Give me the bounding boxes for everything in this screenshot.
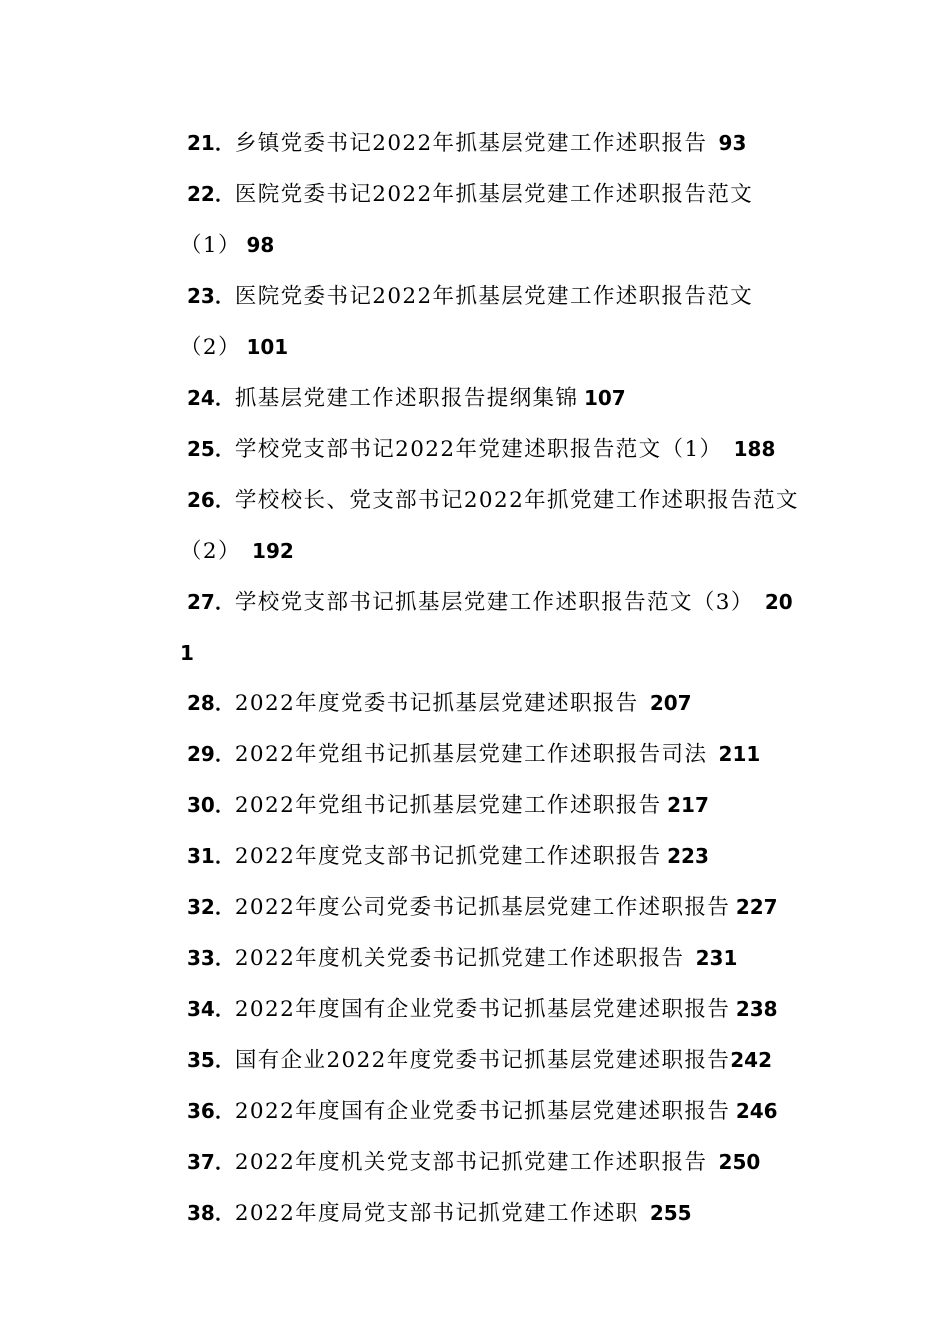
toc-entry-number: 35． [187, 1048, 235, 1072]
toc-entry-gap [639, 691, 650, 715]
toc-entry-title: 医院党委书记2022年抓基层党建工作述职报告范文（2） [180, 284, 754, 360]
toc-entry-gap [707, 742, 718, 766]
toc-entry-number: 34． [187, 997, 235, 1021]
toc-entry-number: 21． [187, 131, 235, 155]
toc-entry-page-number: 192 [252, 539, 294, 563]
toc-entry-gap [707, 1150, 718, 1174]
toc-entry-number: 25． [187, 437, 235, 461]
toc-entry-page-number: 93 [718, 131, 747, 155]
toc-entry-gap [707, 131, 718, 155]
toc-entry-gap [639, 1201, 650, 1225]
toc-entry-page-number: 107 [583, 386, 626, 410]
toc-entry-number: 37． [187, 1150, 235, 1174]
toc-entry-page-number: 250 [718, 1150, 761, 1174]
toc-entry-title: 学校党支部书记2022年党建述职报告范文（1） [234, 437, 723, 462]
toc-entry-page-number: 227 [735, 895, 778, 919]
toc-entry[interactable] [180, 678, 802, 729]
toc-entry-page-number: 101 [246, 335, 289, 359]
table-of-contents-list [180, 118, 802, 1239]
toc-entry-page-number: 188 [733, 437, 776, 461]
toc-entry-page-number: 242 [730, 1048, 773, 1072]
toc-entry-number: 28． [187, 691, 235, 715]
toc-entry-title: 抓基层党建工作述职报告提纲集锦 [234, 386, 579, 411]
toc-entry-title: 乡镇党委书记2022年抓基层党建工作述职报告 [234, 131, 708, 156]
toc-entry-number: 36． [187, 1099, 235, 1123]
toc-entry[interactable] [180, 933, 802, 984]
toc-entry[interactable] [180, 1035, 802, 1086]
toc-entry-number: 38． [187, 1201, 235, 1225]
toc-entry-title: 学校校长、党支部书记2022年抓党建工作述职报告范文（2） [180, 488, 799, 564]
toc-entry-number: 30． [187, 793, 235, 817]
toc-entry-number: 26． [187, 488, 235, 512]
toc-entry[interactable] [180, 271, 802, 373]
toc-entry-number: 24． [187, 386, 235, 410]
toc-entry-title: 2022年党组书记抓基层党建工作述职报告司法 [234, 742, 708, 767]
toc-entry-title: 2022年度国有企业党委书记抓基层党建述职报告 [234, 997, 731, 1022]
toc-entry-page-number: 223 [667, 844, 709, 868]
toc-entry[interactable] [180, 831, 802, 882]
toc-entry-gap [241, 539, 252, 563]
toc-entry-number: 33． [187, 946, 235, 970]
toc-entry-title: 2022年度党支部书记抓党建工作述职报告 [234, 844, 662, 869]
toc-entry-page-number: 201 [180, 590, 793, 665]
toc-entry[interactable] [180, 118, 802, 169]
toc-entry-page-number: 211 [718, 742, 761, 766]
toc-entry-page-number: 255 [649, 1201, 692, 1225]
toc-entry-page-number: 246 [735, 1099, 778, 1123]
toc-entry[interactable] [180, 1188, 802, 1239]
toc-entry-title: 2022年度公司党委书记抓基层党建工作述职报告 [234, 895, 731, 920]
toc-entry-gap [754, 590, 765, 614]
toc-entry-title: 2022年度局党支部书记抓党建工作述职 [234, 1201, 639, 1226]
toc-entry-title: 2022年度党委书记抓基层党建述职报告 [234, 691, 639, 716]
toc-entry-number: 27． [187, 590, 235, 614]
toc-entry-gap [722, 437, 733, 461]
toc-entry-title: 2022年党组书记抓基层党建工作述职报告 [234, 793, 662, 818]
toc-entry[interactable] [180, 882, 802, 933]
toc-entry-title: 学校党支部书记抓基层党建工作述职报告范文（3） [234, 590, 754, 615]
toc-entry-number: 31． [187, 844, 235, 868]
toc-entry-page-number: 231 [695, 946, 738, 970]
toc-entry-page-number: 217 [667, 793, 709, 817]
toc-entry[interactable] [180, 475, 802, 577]
toc-entry[interactable] [180, 169, 802, 271]
toc-entry-title: 2022年度机关党委书记抓党建工作述职报告 [234, 946, 685, 971]
toc-entry[interactable] [180, 1137, 802, 1188]
toc-entry-number: 29． [187, 742, 235, 766]
toc-entry-number: 22． [187, 182, 235, 206]
toc-entry-title: 2022年度国有企业党委书记抓基层党建述职报告 [234, 1099, 731, 1124]
toc-entry-page-number: 238 [735, 997, 778, 1021]
toc-entry[interactable] [180, 984, 802, 1035]
toc-entry-gap [684, 946, 695, 970]
toc-entry[interactable] [180, 424, 802, 475]
toc-entry-title: 医院党委书记2022年抓基层党建工作述职报告范文（1） [180, 182, 754, 258]
toc-entry-page-number: 207 [649, 691, 692, 715]
toc-entry-number: 32． [187, 895, 235, 919]
toc-entry-number: 23． [187, 284, 235, 308]
toc-entry-title: 2022年度机关党支部书记抓党建工作述职报告 [234, 1150, 708, 1175]
toc-entry[interactable] [180, 780, 802, 831]
toc-entry[interactable] [180, 1086, 802, 1137]
toc-entry-title: 国有企业2022年度党委书记抓基层党建述职报告 [234, 1048, 731, 1073]
toc-entry[interactable] [180, 729, 802, 780]
toc-entry[interactable] [180, 373, 802, 424]
toc-entry-page-number: 98 [246, 233, 275, 257]
toc-entry[interactable] [180, 577, 802, 678]
